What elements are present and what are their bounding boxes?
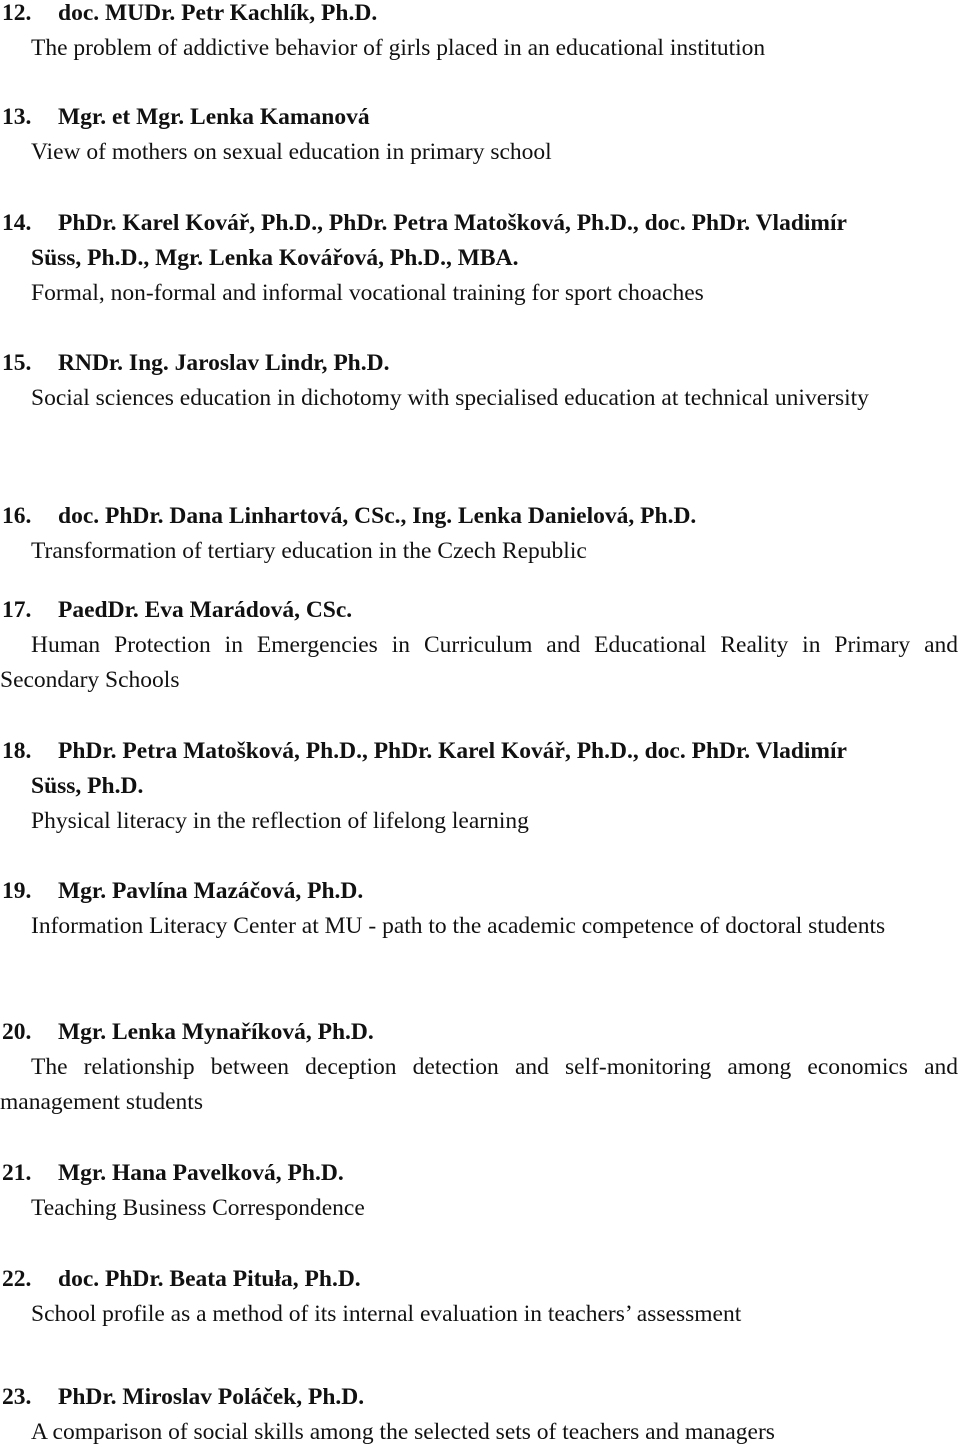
author-text: PaedDr. Eva Marádová, CSc.	[58, 597, 353, 623]
entry-number: 21.	[2, 1160, 32, 1186]
author-text: doc. MUDr. Petr Kachlík, Ph.D.	[58, 0, 378, 26]
author-text: PhDr. Petra Matošková, Ph.D., PhDr. Karel Kovář, Ph.D., doc. PhDr. Vladimír	[58, 738, 847, 764]
entry-title: Information Literacy Center at MU - path to the academic competence of doctoral students	[31, 913, 886, 939]
list-item	[0, 734, 958, 839]
list-item	[0, 346, 958, 416]
entry-author	[0, 346, 958, 381]
entry-number: 15.	[2, 350, 32, 376]
entry-number: 12.	[2, 0, 32, 26]
entry-author	[0, 874, 958, 909]
entry-author	[0, 593, 958, 628]
entry-title: Transformation of tertiary education in the Czech Republic	[31, 538, 587, 564]
entry-number: 17.	[2, 597, 32, 623]
list-item	[0, 1156, 958, 1226]
entry-author-continued: Süss, Ph.D., Mgr. Lenka Kovářová, Ph.D., MBA.	[31, 245, 519, 271]
author-text: doc. PhDr. Dana Linhartová, CSc., Ing. Lenka Danielová, Ph.D.	[58, 503, 697, 529]
entry-title: The relationship between deception detection and self-monitoring among economics and management students	[0, 1054, 958, 1115]
author-text: Mgr. Hana Pavelková, Ph.D.	[58, 1160, 344, 1186]
entry-author	[0, 206, 958, 241]
entry-author-continued: Süss, Ph.D.	[31, 773, 144, 799]
entry-author	[0, 1262, 958, 1297]
author-text: RNDr. Ing. Jaroslav Lindr, Ph.D.	[58, 350, 390, 376]
entry-title: View of mothers on sexual education in primary school	[31, 139, 552, 165]
list-item	[0, 499, 958, 569]
entry-number: 20.	[2, 1019, 32, 1045]
entry-number: 23.	[2, 1384, 32, 1410]
entry-number: 16.	[2, 503, 32, 529]
list-item	[0, 100, 958, 170]
entry-number: 18.	[2, 738, 32, 764]
entry-title: Social sciences education in dichotomy with specialised education at technical university	[31, 385, 869, 411]
entry-author	[0, 1015, 958, 1050]
entry-title: School profile as a method of its internal evaluation in teachers’ assessment	[31, 1301, 742, 1327]
list-item	[0, 874, 958, 944]
list-item	[0, 1015, 958, 1120]
author-text: doc. PhDr. Beata Pituła, Ph.D.	[58, 1266, 361, 1292]
entry-author	[0, 100, 958, 135]
author-text: Mgr. Lenka Mynaříková, Ph.D.	[58, 1019, 374, 1045]
author-text: PhDr. Miroslav Poláček, Ph.D.	[58, 1384, 365, 1410]
author-text: Mgr. et Mgr. Lenka Kamanová	[58, 104, 370, 130]
entry-title: Physical literacy in the reflection of lifelong learning	[31, 808, 529, 834]
entry-author	[0, 499, 958, 534]
list-item	[0, 1380, 958, 1450]
entry-title: A comparison of social skills among the selected sets of teachers and managers	[31, 1419, 775, 1445]
entry-number: 14.	[2, 210, 32, 236]
list-item	[0, 593, 958, 698]
entry-author	[0, 0, 958, 31]
list-item	[0, 0, 958, 66]
list-item	[0, 1262, 958, 1332]
entry-author	[0, 1380, 958, 1415]
author-text: Mgr. Pavlína Mazáčová, Ph.D.	[58, 878, 364, 904]
author-text: PhDr. Karel Kovář, Ph.D., PhDr. Petra Matošková, Ph.D., doc. PhDr. Vladimír	[58, 210, 847, 236]
entry-title: Human Protection in Emergencies in Curriculum and Educational Reality in Primary and Secondary Schools	[0, 632, 958, 693]
entry-number: 22.	[2, 1266, 32, 1292]
entry-title: Teaching Business Correspondence	[31, 1195, 365, 1221]
entry-number: 13.	[2, 104, 32, 130]
entry-author	[0, 1156, 958, 1191]
entry-title: The problem of addictive behavior of girls placed in an educational institution	[31, 35, 766, 61]
entry-title: Formal, non-formal and informal vocational training for sport choaches	[31, 280, 704, 306]
entry-author	[0, 734, 958, 769]
entry-number: 19.	[2, 878, 32, 904]
list-item	[0, 206, 958, 311]
